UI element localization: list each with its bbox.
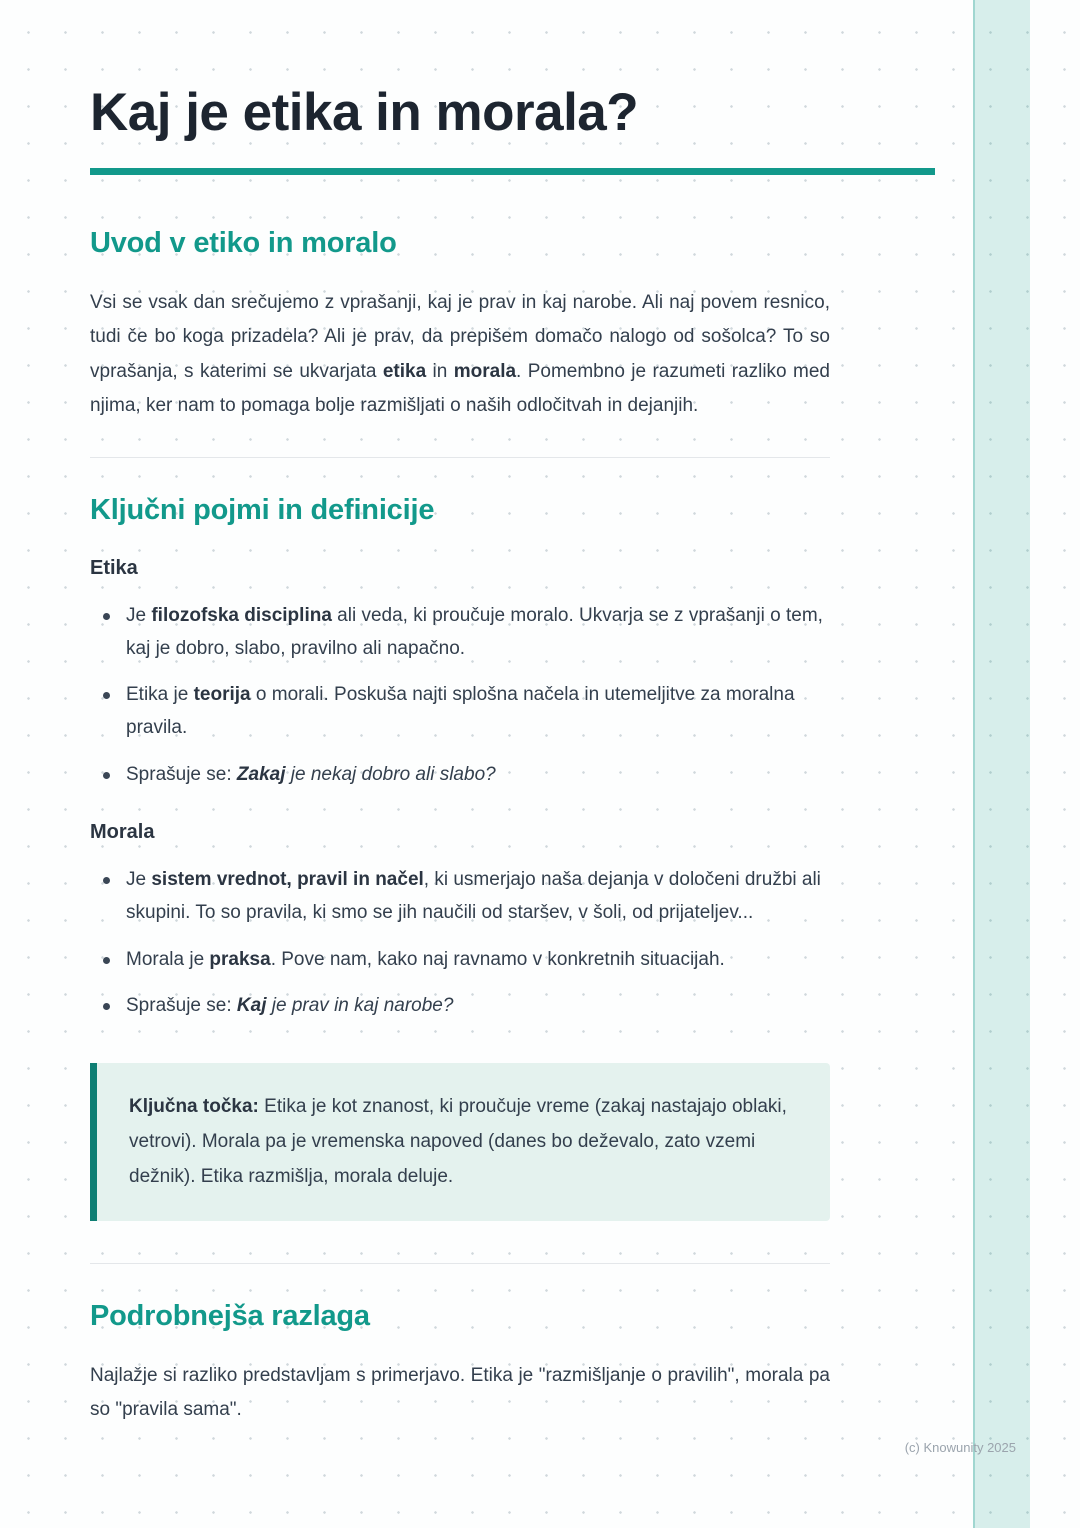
callout-label: Ključna točka: bbox=[129, 1096, 259, 1118]
list-item bbox=[90, 759, 830, 792]
list-item bbox=[90, 679, 830, 744]
side-stripe-decoration bbox=[973, 0, 1030, 1528]
page-title: Kaj je etika in morala? bbox=[90, 83, 639, 142]
section-divider bbox=[90, 457, 830, 458]
text-segment: Morala je bbox=[126, 948, 210, 970]
etika-bullet-list bbox=[90, 600, 830, 791]
document-content bbox=[90, 0, 935, 1427]
list-item bbox=[90, 990, 830, 1023]
bold-italic-term: Kaj bbox=[236, 995, 267, 1017]
text-segment: . Pove nam, kako naj ravnamo v konkretnih situacijah. bbox=[270, 948, 725, 970]
list-item bbox=[90, 600, 830, 665]
text-segment: o morali. Poskuša najti splošna načela in utemeljitve za moralna pravila. bbox=[126, 684, 795, 739]
subheading-morala: Morala bbox=[90, 821, 155, 844]
morala-bullet-list bbox=[90, 864, 830, 1023]
text-segment: ali veda, ki proučuje moralo. Ukvarja se z vprašanji o tem, kaj je dobro, slabo, pravilno ali napačno. bbox=[126, 605, 823, 659]
text-segment: Sprašuje se: bbox=[126, 763, 237, 785]
bold-term-morala: morala bbox=[453, 360, 517, 382]
text-segment: Je bbox=[126, 869, 152, 891]
text-segment: . Pomembno je razumeti razliko med njima, ker nam to pomaga bolje razmišljati o naših odločitvah in dejanjih. bbox=[90, 360, 830, 416]
callout-text bbox=[129, 1089, 796, 1194]
italic-segment: je nekaj dobro ali slabo? bbox=[285, 763, 496, 785]
italic-segment: je prav in kaj narobe? bbox=[266, 995, 454, 1017]
subheading-etika: Etika bbox=[90, 557, 138, 580]
footer-credit: (c) Knowunity 2025 bbox=[904, 1440, 1016, 1455]
bold-italic-term: Zakaj bbox=[236, 763, 286, 785]
section-heading-concepts: Ključni pojmi in definicije bbox=[90, 494, 435, 527]
bold-term-etika: etika bbox=[382, 360, 427, 382]
bold-term: praksa bbox=[209, 948, 271, 970]
text-segment: in bbox=[426, 360, 454, 382]
bold-term: filozofska disciplina bbox=[151, 605, 332, 627]
list-item bbox=[90, 864, 830, 929]
section-heading-intro: Uvod v etiko in moralo bbox=[90, 227, 397, 260]
text-segment: Sprašuje se: bbox=[126, 995, 237, 1017]
intro-paragraph bbox=[90, 286, 830, 423]
section-heading-detail: Podrobnejša razlaga bbox=[90, 1299, 370, 1332]
key-point-callout bbox=[90, 1063, 830, 1220]
text-segment: Etika je bbox=[126, 684, 194, 706]
detail-paragraph: Najlažje si razliko predstavljam s primerjavo. Etika je "razmišljanje o pravilih", morala pa so "pravila sama". bbox=[90, 1364, 830, 1420]
text-segment: Je bbox=[126, 605, 152, 627]
bold-term: sistem vrednot, pravil in načel bbox=[151, 869, 424, 891]
list-item bbox=[90, 944, 830, 977]
section-divider bbox=[90, 1263, 830, 1264]
text-segment: , ki usmerjajo naša dejanja v določeni družbi ali skupini. To so pravila, ki smo se jih naučili od staršev, v šoli, od prijateljev... bbox=[126, 869, 821, 924]
text-segment: Vsi se vsak dan srečujemo z vprašanji, kaj je prav in kaj narobe. Ali naj povem resnico, tudi če bo koga prizadela? Ali je prav, da prepišem domačo nalogo od sošolca? To so vprašanja, s katerimi se ukvarjata bbox=[90, 292, 830, 382]
title-rule bbox=[90, 168, 935, 175]
bold-term: teorija bbox=[193, 684, 251, 706]
text-segment: Etika je kot znanost, ki proučuje vreme (zakaj nastajajo oblaki, vetrovi). Morala pa je vremenska napoved (danes bo deževalo, zato vzemi dežnik). Etika razmišlja, morala deluje. bbox=[129, 1096, 787, 1188]
